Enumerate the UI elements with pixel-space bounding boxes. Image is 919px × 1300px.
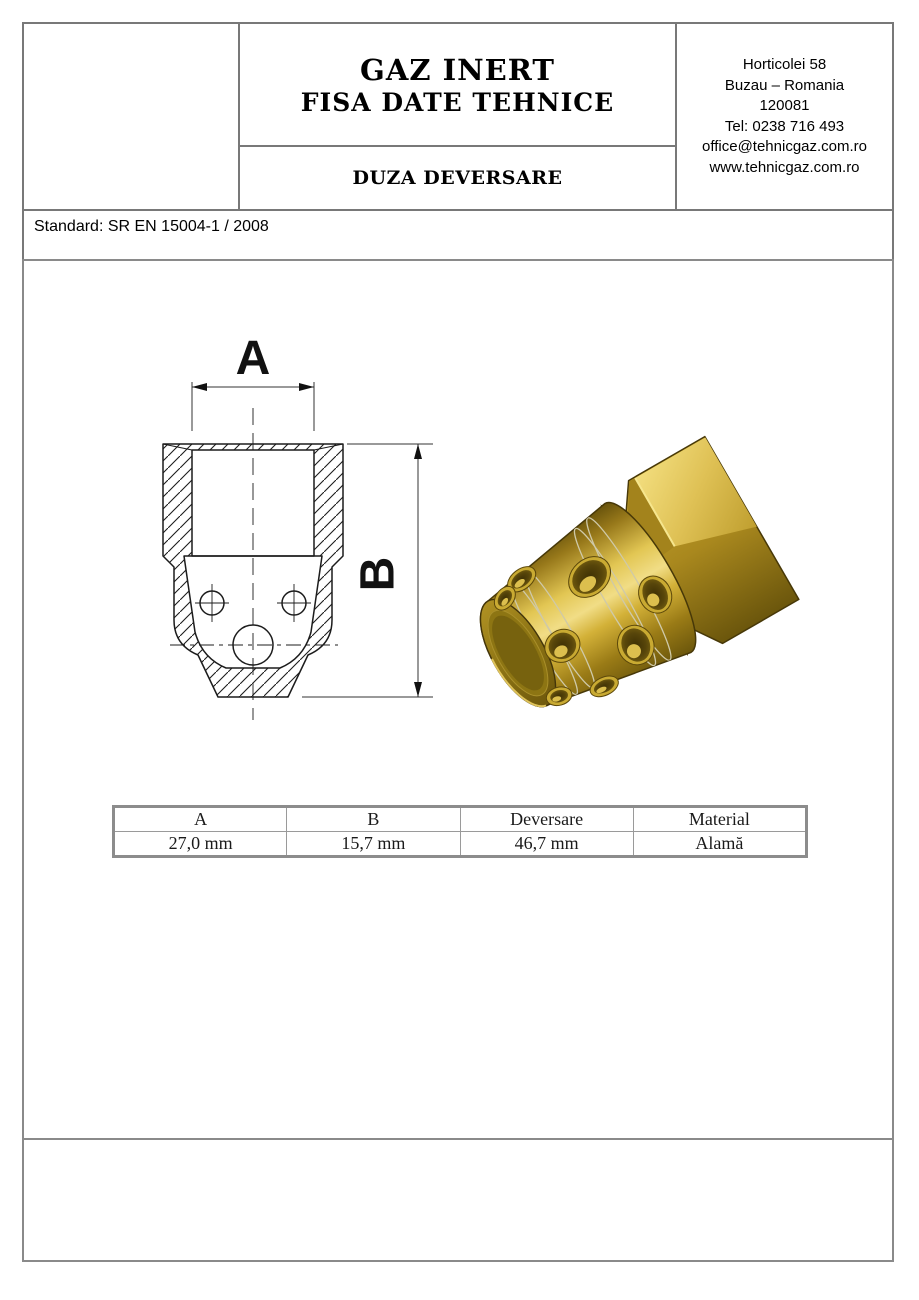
email-address: office@tehnicgaz.com.ro [701,138,868,155]
product-title: DUZA DEVERSARE [352,167,563,189]
sheet-type-title: FISA DATE TEHNICE [300,87,615,117]
standard-note: Standard: SR EN 15004-1 / 2008 [22,209,894,261]
title-area [240,24,675,209]
spec-table [112,805,808,858]
dim-a-label: A [235,332,271,385]
spec-header-deversare: Deversare [460,807,633,832]
spec-header-row [114,807,807,832]
nozzle-3d-render [440,408,810,753]
spec-value-material: Alamă [633,832,806,857]
logo-area [24,24,240,209]
footer-frame [22,1138,894,1262]
website-url: www.tehnicgaz.com.ro [709,158,860,176]
cross-section-drawing [130,300,450,730]
contact-block [675,24,892,209]
spec-table-area [112,805,808,858]
company-title: GAZ INERT [360,52,555,87]
phone-number: Tel: 0238 716 493 [724,117,845,135]
drilled-holes [200,591,306,665]
spec-header-b: B [287,807,460,832]
spec-header-a: A [114,807,287,832]
postal-code: 120081 [759,97,810,114]
dim-b-label: B [351,556,405,592]
address-line-1: Horticolei 58 [742,56,827,73]
spec-value-deversare: 46,7 mm [460,832,633,857]
spec-header-material: Material [633,807,806,832]
spec-value-a: 27,0 mm [114,832,287,857]
spec-value-row [114,832,807,857]
header [22,22,894,211]
spec-value-b: 15,7 mm [287,832,460,857]
title-block [240,24,675,147]
address-line-2: Buzau – Romania [724,76,845,94]
